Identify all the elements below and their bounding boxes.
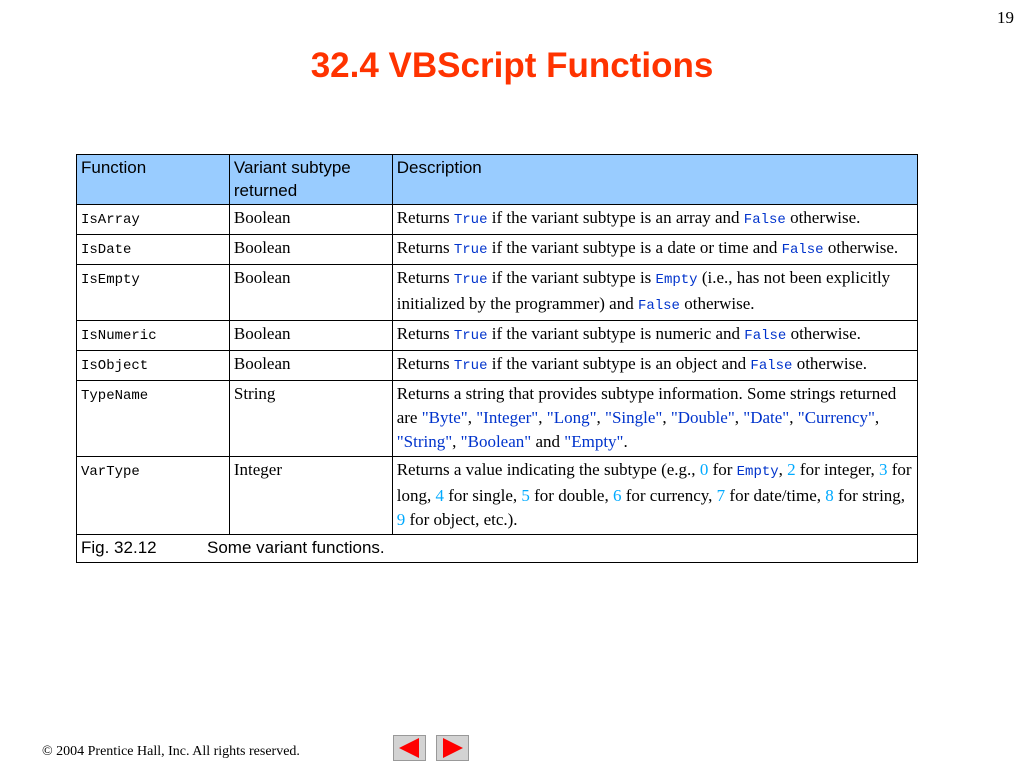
description-text: otherwise. bbox=[786, 324, 861, 343]
subtype-cell: Boolean bbox=[229, 235, 392, 265]
left-arrow-icon bbox=[394, 736, 425, 760]
function-name: IsEmpty bbox=[81, 272, 140, 288]
code-literal: False bbox=[781, 242, 824, 258]
string-literal: "Currency" bbox=[797, 408, 875, 427]
number-literal: 3 bbox=[879, 460, 888, 479]
description-text: , bbox=[734, 408, 744, 427]
description-text: for object, etc.). bbox=[405, 510, 518, 529]
description-text: , bbox=[538, 408, 547, 427]
figure-caption bbox=[77, 535, 918, 563]
number-literal: 5 bbox=[521, 486, 530, 505]
function-name-cell bbox=[77, 235, 230, 265]
description-text: , bbox=[662, 408, 671, 427]
description-text: , bbox=[789, 408, 798, 427]
description-text: for currency, bbox=[621, 486, 717, 505]
description-text: for date/time, bbox=[725, 486, 826, 505]
description-text: for double, bbox=[529, 486, 613, 505]
caption-row bbox=[77, 535, 918, 563]
function-name: IsDate bbox=[81, 242, 132, 258]
string-literal: "Byte" bbox=[421, 408, 468, 427]
function-name: TypeName bbox=[81, 388, 149, 404]
header-function: Function bbox=[77, 155, 230, 205]
number-literal: 7 bbox=[716, 486, 726, 505]
header-description: Description bbox=[392, 155, 917, 205]
table-row bbox=[77, 205, 918, 235]
number-literal: 6 bbox=[612, 486, 622, 505]
description-text: otherwise. bbox=[792, 354, 868, 373]
table-row bbox=[77, 265, 918, 321]
description-text: if the variant subtype is an object and bbox=[487, 354, 751, 373]
description-text: Returns bbox=[396, 354, 454, 373]
description-text: if the variant subtype is numeric and bbox=[487, 324, 745, 343]
right-arrow-icon bbox=[437, 736, 468, 760]
subtype-cell: Boolean bbox=[229, 321, 392, 351]
caption-label: Fig. 32.12 bbox=[81, 538, 157, 557]
function-name: IsArray bbox=[81, 212, 140, 228]
function-name-cell bbox=[77, 381, 230, 457]
description-text: , bbox=[874, 408, 880, 427]
subtype-cell: Boolean bbox=[229, 265, 392, 321]
string-literal: "Empty" bbox=[564, 432, 624, 451]
copyright-footer: © 2004 Prentice Hall, Inc. All rights reserved. bbox=[42, 744, 300, 759]
table-row bbox=[77, 321, 918, 351]
table-row bbox=[77, 381, 918, 457]
description-text: if the variant subtype is an array and bbox=[487, 208, 744, 227]
description-cell bbox=[392, 265, 917, 321]
previous-slide-button[interactable] bbox=[393, 735, 426, 761]
description-text: if the variant subtype is a date or time and bbox=[487, 238, 782, 257]
string-literal: "Date" bbox=[743, 408, 790, 427]
description-cell bbox=[392, 321, 917, 351]
number-literal: 9 bbox=[396, 510, 406, 529]
subtype-cell: Boolean bbox=[229, 205, 392, 235]
code-literal: False bbox=[750, 358, 793, 374]
number-literal: 4 bbox=[435, 486, 444, 505]
page-number: 19 bbox=[997, 8, 1014, 27]
function-name: VarType bbox=[81, 464, 140, 480]
description-text: , bbox=[467, 408, 477, 427]
description-text: for single, bbox=[443, 486, 522, 505]
string-literal: "String" bbox=[396, 432, 453, 451]
description-text: otherwise. bbox=[823, 238, 899, 257]
number-literal: 8 bbox=[825, 486, 834, 505]
description-cell bbox=[392, 351, 917, 381]
description-text: otherwise. bbox=[785, 208, 861, 227]
string-literal: "Single" bbox=[605, 408, 663, 427]
description-text: Returns bbox=[396, 268, 454, 287]
function-name-cell bbox=[77, 205, 230, 235]
code-literal: Empty bbox=[655, 272, 698, 288]
description-text: if the variant subtype is bbox=[487, 268, 656, 287]
caption-text: Some variant functions. bbox=[207, 538, 385, 557]
function-name: IsNumeric bbox=[81, 328, 157, 344]
code-literal: False bbox=[637, 298, 680, 314]
description-text: (i.e., has not been explicitly initialized by the programmer) and bbox=[396, 268, 891, 313]
description-text: , bbox=[778, 460, 788, 479]
description-text: . bbox=[623, 432, 628, 451]
code-literal: True bbox=[453, 358, 488, 374]
table-header-row bbox=[77, 155, 918, 205]
header-subtype: Variant subtype returned bbox=[229, 155, 392, 205]
description-text: for string, bbox=[833, 486, 906, 505]
function-name-cell bbox=[77, 265, 230, 321]
code-literal: True bbox=[453, 328, 488, 344]
number-literal: 2 bbox=[787, 460, 796, 479]
description-cell bbox=[392, 381, 917, 457]
description-text: Returns bbox=[396, 238, 454, 257]
description-text: Returns bbox=[396, 208, 454, 227]
code-literal: False bbox=[743, 212, 786, 228]
description-text: , bbox=[452, 432, 461, 451]
description-text: Returns a value indicating the subtype (e.g., bbox=[396, 460, 700, 479]
code-literal: Empty bbox=[736, 464, 779, 480]
functions-table bbox=[76, 154, 918, 563]
string-literal: "Double" bbox=[670, 408, 735, 427]
description-text: for integer, bbox=[795, 460, 879, 479]
table-row bbox=[77, 351, 918, 381]
function-name-cell bbox=[77, 457, 230, 535]
subtype-cell: Integer bbox=[229, 457, 392, 535]
function-name-cell bbox=[77, 351, 230, 381]
subtype-cell: Boolean bbox=[229, 351, 392, 381]
description-text: and bbox=[531, 432, 565, 451]
string-literal: "Long" bbox=[546, 408, 597, 427]
subtype-cell: String bbox=[229, 381, 392, 457]
code-literal: True bbox=[453, 242, 488, 258]
description-text: Returns bbox=[396, 324, 454, 343]
string-literal: "Integer" bbox=[476, 408, 539, 427]
code-literal: True bbox=[453, 272, 488, 288]
function-name-cell bbox=[77, 321, 230, 351]
description-cell bbox=[392, 235, 917, 265]
code-literal: False bbox=[744, 328, 787, 344]
description-cell bbox=[392, 457, 917, 535]
function-name: IsObject bbox=[81, 358, 149, 374]
number-literal: 0 bbox=[699, 460, 709, 479]
description-text: Returns a string that provides subtype information. Some strings returned are bbox=[396, 384, 897, 427]
description-text: otherwise. bbox=[679, 294, 755, 313]
description-text: for bbox=[708, 460, 737, 479]
table-row bbox=[77, 457, 918, 535]
description-text: , bbox=[596, 408, 606, 427]
description-cell bbox=[392, 205, 917, 235]
next-slide-button[interactable] bbox=[436, 735, 469, 761]
table-row bbox=[77, 235, 918, 265]
code-literal: True bbox=[453, 212, 488, 228]
string-literal: "Boolean" bbox=[460, 432, 532, 451]
description-text: for long, bbox=[396, 460, 912, 505]
slide-title: 32.4 VBScript Functions bbox=[310, 46, 714, 85]
